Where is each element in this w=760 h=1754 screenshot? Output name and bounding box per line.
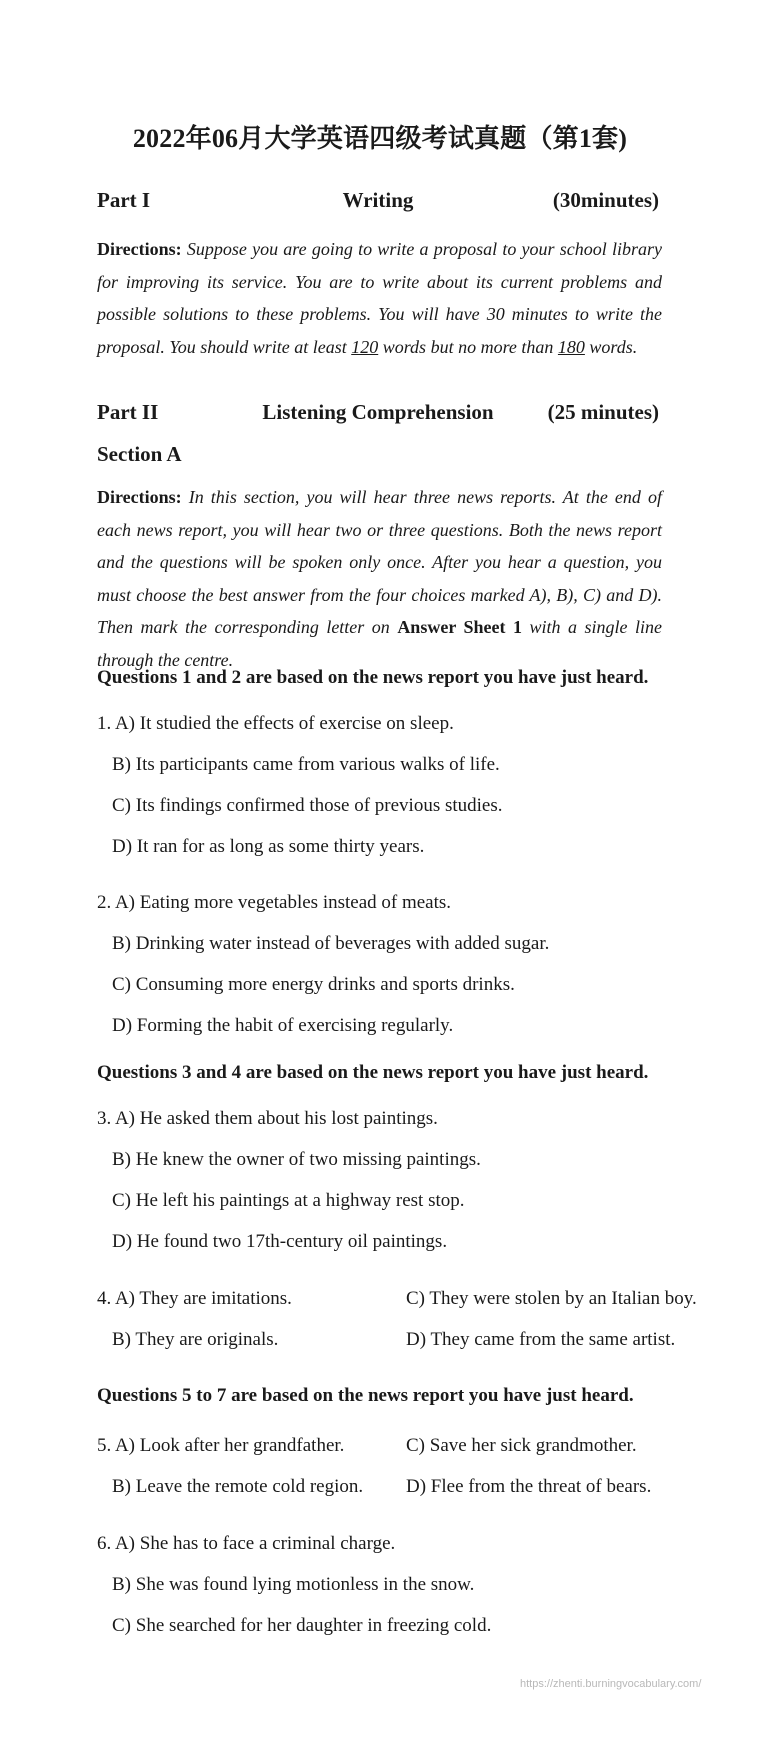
part-2-directions: Directions: In this section, you will hear three news reports. At the end of each news report, you will hear two or three questions. Both the news report and the questions will be spoken only once. After you hear a question, you must choose the best answer from the four choices marked A), B), C) and D). Then mark the corresponding letter on Answer Sheet 1 with a single line through the centre.: [97, 487, 662, 670]
question-5-option-c: C) Save her sick grandmother.: [406, 1435, 637, 1456]
question-4-option-a: 4. A) They are imitations.: [97, 1288, 292, 1309]
question-2-option-b: B) Drinking water instead of beverages with added sugar.: [112, 933, 550, 954]
question-2-option-d: D) Forming the habit of exercising regularly.: [112, 1015, 454, 1036]
footer-source-url: https://zhenti.burningvocabulary.com/: [520, 1678, 702, 1690]
question-5-option-a: 5. A) Look after her grandfather.: [97, 1435, 345, 1456]
part-2-time: (25 minutes): [547, 400, 659, 424]
question-3-option-d: D) He found two 17th-century oil paintings.: [112, 1231, 448, 1252]
page-title: 2022年06月大学英语四级考试真题（第1套): [132, 124, 628, 153]
question-group-heading: Questions 1 and 2 are based on the news report you have just heard.: [97, 667, 649, 688]
question-2-option-c: C) Consuming more energy drinks and sports drinks.: [112, 974, 515, 995]
part-1-name: Writing: [342, 188, 414, 212]
question-6-option-a: 6. A) She has to face a criminal charge.: [97, 1533, 396, 1554]
part-1-label: Part I: [97, 188, 151, 212]
question-4-option-b: B) They are originals.: [112, 1329, 279, 1350]
question-5-option-d: D) Flee from the threat of bears.: [406, 1476, 652, 1497]
section-a-heading: Section A: [97, 442, 182, 466]
min-words: 120: [351, 336, 379, 357]
question-6-option-c: C) She searched for her daughter in freezing cold.: [112, 1615, 492, 1636]
question-3-option-a: 3. A) He asked them about his lost paintings.: [97, 1108, 438, 1129]
question-1-option-c: C) Its findings confirmed those of previous studies.: [112, 795, 503, 816]
question-1-option-d: D) It ran for as long as some thirty years.: [112, 836, 425, 857]
question-group-heading: Questions 3 and 4 are based on the news report you have just heard.: [97, 1062, 649, 1083]
question-2-option-a: 2. A) Eating more vegetables instead of meats.: [97, 892, 452, 913]
question-group-heading: Questions 5 to 7 are based on the news report you have just heard.: [97, 1385, 634, 1406]
question-4-option-d: D) They came from the same artist.: [406, 1329, 676, 1350]
part-1-time: (30minutes): [552, 188, 659, 212]
part-2-name: Listening Comprehension: [262, 400, 494, 424]
part-1-directions: Directions: Suppose you are going to write a proposal to your school library for improving its service. You are to write about its current problems and possible solutions to these problems. You will have 30 minutes to write the proposal. You should write at least 120 words but no more than 180 words.: [97, 239, 662, 357]
question-1-option-a: 1. A) It studied the effects of exercise on sleep.: [97, 713, 454, 734]
question-6-option-b: B) She was found lying motionless in the snow.: [112, 1574, 475, 1595]
question-1-option-b: B) Its participants came from various walks of life.: [112, 754, 500, 775]
question-3-option-c: C) He left his paintings at a highway rest stop.: [112, 1190, 465, 1211]
directions-label: Directions:: [97, 487, 182, 507]
question-5-option-b: B) Leave the remote cold region.: [112, 1476, 364, 1497]
max-words: 180: [557, 336, 585, 357]
part-2-label: Part II: [97, 400, 159, 424]
answer-sheet-ref: Answer Sheet 1: [397, 617, 522, 637]
question-3-option-b: B) He knew the owner of two missing paintings.: [112, 1149, 481, 1170]
directions-label: Directions:: [97, 239, 182, 259]
question-4-option-c: C) They were stolen by an Italian boy.: [406, 1288, 697, 1309]
